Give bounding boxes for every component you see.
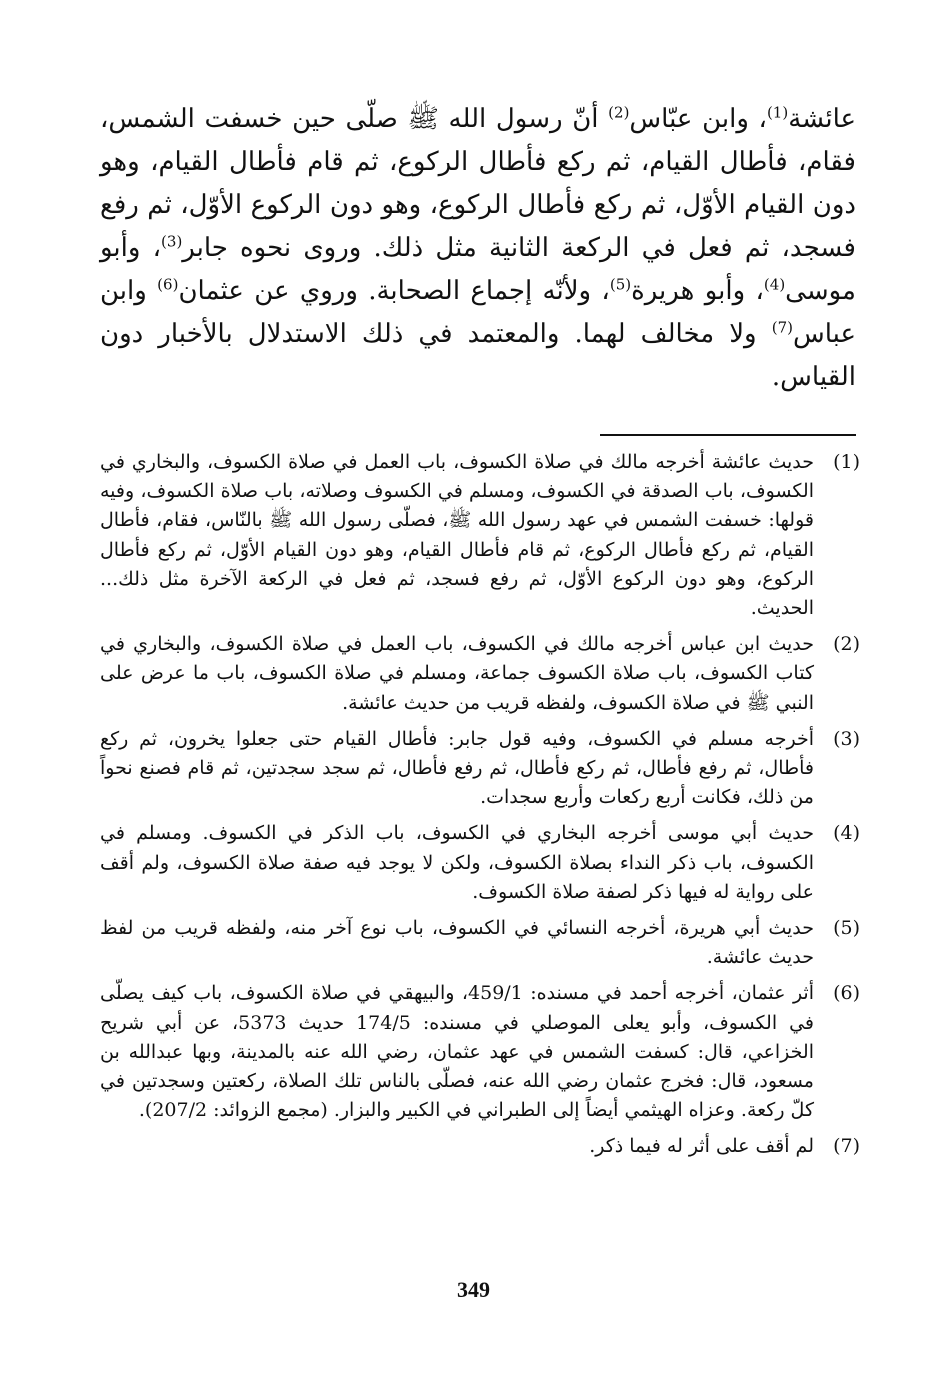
- text-run: عائشة: [788, 104, 857, 134]
- footnote-1: [100, 448, 860, 623]
- footnote-5: [100, 914, 860, 972]
- footnote-text: حديث ابن عباس أخرجه مالك في الكسوف، باب العمل في صلاة الكسوف، والبخاري في كتاب الكسوف، باب صلاة الكسوف جماعة، ومسلم في صلاة الكسوف، باب ما عرض على النبي ﷺ في صلاة الكسوف، ولفظه قريب من حديث عائشة.: [100, 633, 814, 714]
- footnote-text: حديث عائشة أخرجه مالك في صلاة الكسوف، باب العمل في صلاة الكسوف، والبخاري في الكسوف، باب الصدقة في الكسوف، ومسلم في الكسوف وصلاته، باب صلاة الكسوف، وفيه قولها: خسفت الشمس في عهد رسول الله ﷺ، فصلّى رسول الله ﷺ بالنّاس، فقام، فأطال القيام، ثم ركع فأطال الركوع، ثم قام فأطال القيام، وهو دون القيام الأوّل، ثم ركع فأطال الركوع، وهو دون الركوع الأوّل، ثم رفع فسجد، ثم فعل في الركعة الآخرة مثل ذلك... الحديث.: [100, 451, 814, 620]
- footnote-ref-5[interactable]: (5): [609, 275, 632, 294]
- text-run: ، وأبو موسى: [100, 233, 856, 306]
- text-run: ، ولأنّه إجماع الصحابة. وروي عن عثمان: [178, 276, 610, 306]
- footnote-number: (1): [833, 451, 860, 473]
- text-run: أنّ رسول الله ﷺ صلّى حين خسفت الشمس، فقام، فأطال القيام، ثم ركع فأطال الركوع، ثم قام فأطال القيام، وهو دون القيام الأوّل، ثم ركع فأطال الركوع، وهو دون الركوع الأوّل، ثم رفع فسجد، ثم فعل في الركعة الثانية مثل ذلك. وروى نحوه جابر: [100, 104, 856, 263]
- footnote-ref-1[interactable]: (1): [766, 103, 789, 122]
- footnote-6: [100, 979, 860, 1125]
- footnote-2: [100, 630, 860, 718]
- footnote-text: حديث أبي هريرة، أخرجه النسائي في الكسوف، باب نوع آخر منه، ولفظه قريب من لفظ حديث عائشة.: [100, 917, 814, 969]
- text-run: ، وأبو هريرة: [631, 276, 764, 306]
- footnotes: [100, 448, 860, 1169]
- footnote-number: (7): [833, 1135, 860, 1158]
- footnote-ref-7[interactable]: (7): [771, 318, 793, 337]
- footnote-4: [100, 819, 860, 907]
- footnote-number: (6): [833, 982, 860, 1005]
- footnote-number: (2): [833, 633, 860, 656]
- footnote-text: أخرجه مسلم في الكسوف، وفيه قول جابر: فأطال القيام حتى جعلوا يخرون، ثم ركع فأطال، ثم رفع فأطال، ثم ركع فأطال، ثم رفع فأطال، ثم سجد سجدتين، ثم قام فصنع نحواً من ذلك، فكانت أربع ركعات وأربع سجدات.: [100, 727, 814, 809]
- text-run: وابن عباس: [100, 276, 856, 349]
- footnote-ref-4[interactable]: (4): [763, 275, 786, 294]
- footnote-ref-6[interactable]: (6): [157, 275, 179, 294]
- footnote-ref-3[interactable]: (3): [161, 232, 183, 251]
- footnote-number: (5): [833, 917, 860, 940]
- footnote-text: حديث أبي موسى أخرجه البخاري في الكسوف، باب الذكر في الكسوف. ومسلم في الكسوف، باب ذكر النداء بصلاة الكسوف، ولكن لا يوجد فيه صفة صلاة الكسوف، ولم أقف على رواية له فيها ذكر لصفة صلاة الكسوف.: [100, 822, 814, 903]
- page-number: 349: [457, 1277, 490, 1302]
- text-run: ، وابن عبّاس: [629, 104, 767, 134]
- footnote-number: (3): [833, 727, 860, 750]
- footnote-text: لم أقف على أثر له فيما ذكر.: [589, 1135, 814, 1158]
- main-paragraph: [100, 98, 856, 399]
- footnote-3: [100, 725, 860, 813]
- footnote-7: [100, 1132, 860, 1161]
- text-run: ولا مخالف لهما. والمعتمد في ذلك الاستدلال بالأخبار دون القياس.: [100, 319, 856, 392]
- footnote-ref-2[interactable]: (2): [608, 103, 630, 122]
- main-text: [100, 98, 856, 399]
- footnote-separator: [600, 434, 856, 436]
- footnote-text: أثر عثمان، أخرجه أحمد في مسنده: 459/1، والبيهقي في صلاة الكسوف، باب كيف يصلّى في الكسوف، وأبو يعلى الموصلي في مسنده: 174/5 حديث 5373، عن أبي شريح الخزاعي، قال: كسفت الشمس في عهد عثمان، رضي الله عنه بالمدينة، وبها عبدالله بن مسعود، قال: فخرج عثمان رضي الله عنه، فصلّى بالناس تلك الصلاة، ركعتين وسجدتين في كلّ ركعة. وعزاه الهيثمي أيضاً إلى الطبراني في الكبير والبزار. (مجمع الزوائد: 207/2).: [100, 982, 815, 1122]
- footnote-number: (4): [833, 822, 860, 845]
